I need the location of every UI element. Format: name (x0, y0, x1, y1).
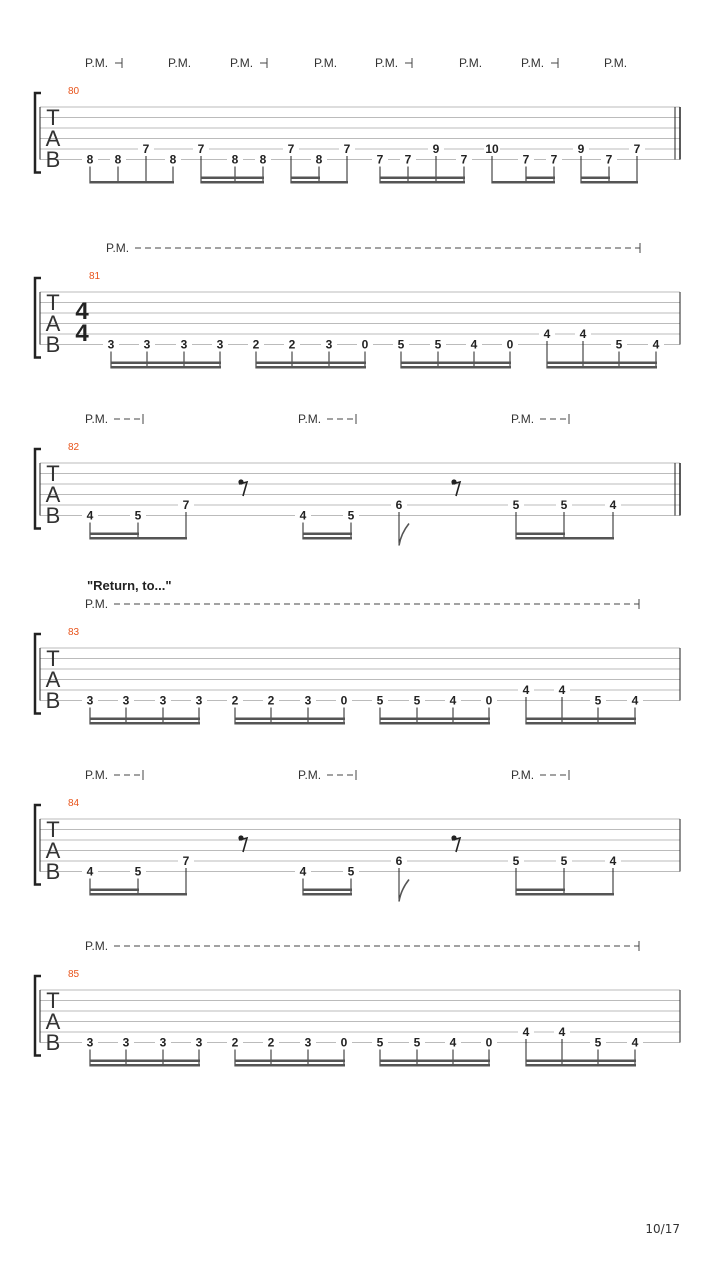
tab-clef-letter: B (45, 688, 61, 713)
fret-number: 9 (432, 142, 440, 156)
palm-mute-label: P.M. (85, 412, 109, 426)
fret-number: 9 (577, 142, 585, 156)
fret-number: 7 (287, 142, 295, 156)
tab-system (35, 939, 680, 1067)
tab-clef-letter: B (45, 503, 61, 528)
fret-number: 4 (449, 693, 457, 708)
fret-number: 2 (267, 693, 275, 708)
fret-number: 7 (182, 498, 190, 512)
fret-number: 4 (86, 864, 94, 879)
beam (201, 181, 264, 184)
fret-number: 4 (609, 854, 617, 868)
beam (401, 366, 511, 369)
tab-system (35, 578, 680, 725)
beam (547, 366, 657, 369)
fret-number: 10 (485, 142, 499, 156)
beam-secondary (235, 177, 264, 180)
tab-clef-letter: A (45, 838, 61, 863)
tab-system (35, 56, 680, 184)
fret-number: 7 (376, 152, 384, 167)
beam-secondary (516, 889, 565, 892)
palm-mute-label: P.M. (85, 768, 109, 782)
palm-mute-label: P.M. (511, 768, 535, 782)
palm-mute-label: P.M. (106, 241, 130, 255)
beam-secondary (90, 718, 200, 721)
time-signature-digit: 4 (75, 320, 89, 347)
fret-number: 4 (299, 864, 307, 879)
fret-number: 3 (86, 1035, 94, 1050)
beam (90, 181, 174, 184)
beam (526, 722, 636, 725)
fret-number: 3 (195, 693, 203, 708)
beam-secondary (235, 1060, 345, 1063)
fret-number: 3 (304, 693, 312, 708)
note-flag (399, 880, 409, 902)
beam (380, 181, 465, 184)
fret-number: 4 (631, 693, 639, 708)
tab-clef-letter: T (46, 988, 60, 1013)
beam-secondary (547, 362, 657, 365)
fret-number: 5 (560, 854, 568, 868)
fret-number: 7 (182, 854, 190, 868)
fret-number: 3 (86, 693, 94, 708)
fret-number: 4 (609, 498, 617, 512)
fret-number: 2 (252, 337, 260, 352)
fret-number: 8 (114, 152, 122, 167)
measure-number: 84 (68, 798, 80, 809)
tab-clef-letter: B (45, 859, 61, 884)
beam-secondary (516, 533, 565, 536)
fret-number: 5 (376, 1035, 384, 1050)
palm-mute-label: P.M. (85, 939, 109, 953)
tab-clef-letter: A (45, 667, 61, 692)
measure-number: 80 (68, 86, 80, 97)
fret-number: 2 (288, 337, 296, 352)
measure-number: 82 (68, 442, 80, 453)
fret-number: 0 (485, 1035, 493, 1050)
beam-secondary (526, 1060, 636, 1063)
fret-number: 7 (605, 152, 613, 167)
fret-number: 5 (397, 337, 405, 352)
beam-secondary (303, 533, 352, 536)
fret-number: 5 (434, 337, 442, 352)
beam-secondary (380, 718, 490, 721)
beam (256, 366, 366, 369)
fret-number: 4 (631, 1035, 639, 1050)
fret-number: 5 (347, 508, 355, 523)
fret-number: 4 (652, 337, 660, 352)
beam (516, 893, 614, 896)
fret-number: 4 (579, 327, 587, 341)
fret-number: 7 (460, 152, 468, 167)
palm-mute-label: P.M. (298, 768, 322, 782)
tab-system (35, 412, 680, 546)
fret-number: 6 (395, 498, 403, 512)
beam (235, 1064, 345, 1067)
beam (526, 1064, 636, 1067)
fret-number: 2 (267, 1035, 275, 1050)
beam-secondary (235, 718, 345, 721)
fret-number: 3 (195, 1035, 203, 1050)
tab-system (35, 768, 680, 902)
note-flag (399, 524, 409, 546)
tab-clef-letter: A (45, 482, 61, 507)
fret-number: 5 (512, 854, 520, 868)
beam (291, 181, 348, 184)
fret-number: 7 (343, 142, 351, 156)
fret-number: 2 (231, 1035, 239, 1050)
beam-secondary (380, 177, 465, 180)
fret-number: 7 (522, 152, 530, 167)
beam-secondary (256, 362, 366, 365)
fret-number: 4 (522, 683, 530, 697)
tab-system (35, 241, 680, 369)
beam (90, 537, 187, 540)
tab-clef-letter: T (46, 817, 60, 842)
fret-number: 3 (180, 337, 188, 352)
fret-number: 8 (315, 152, 323, 167)
fret-number: 8 (86, 152, 94, 167)
lyric-annotation: "Return, to..." (87, 578, 172, 593)
palm-mute-label: P.M. (314, 56, 338, 70)
tab-clef-letter: B (45, 147, 61, 172)
beam (90, 893, 187, 896)
fret-number: 3 (304, 1035, 312, 1050)
fret-number: 5 (347, 864, 355, 879)
beam (581, 181, 638, 184)
tab-clef-letter: T (46, 461, 60, 486)
fret-number: 3 (143, 337, 151, 352)
fret-number: 4 (449, 1035, 457, 1050)
palm-mute-label: P.M. (521, 56, 545, 70)
tab-clef-letter: T (46, 646, 60, 671)
fret-number: 7 (197, 142, 205, 156)
beam-secondary (111, 362, 221, 365)
beam-secondary (291, 177, 320, 180)
fret-number: 7 (550, 152, 558, 167)
measure-number: 83 (68, 627, 80, 638)
palm-mute-label: P.M. (168, 56, 192, 70)
fret-number: 0 (506, 337, 514, 352)
fret-number: 3 (107, 337, 115, 352)
fret-number: 8 (259, 152, 267, 167)
fret-number: 5 (560, 498, 568, 512)
fret-number: 5 (615, 337, 623, 352)
fret-number: 3 (159, 693, 167, 708)
tab-clef-letter: T (46, 105, 60, 130)
beam-secondary (201, 177, 236, 180)
beam (90, 1064, 200, 1067)
fret-number: 5 (134, 864, 142, 879)
beam (303, 537, 352, 540)
measure-number: 85 (68, 969, 80, 980)
fret-number: 7 (142, 142, 150, 156)
fret-number: 4 (299, 508, 307, 523)
fret-number: 2 (231, 693, 239, 708)
beam-secondary (90, 533, 139, 536)
palm-mute-label: P.M. (511, 412, 535, 426)
beam (111, 366, 221, 369)
palm-mute-label: P.M. (230, 56, 254, 70)
fret-number: 6 (395, 854, 403, 868)
beam-secondary (526, 718, 636, 721)
palm-mute-label: P.M. (85, 56, 109, 70)
beam-secondary (90, 1060, 200, 1063)
fret-number: 0 (340, 1035, 348, 1050)
beam (235, 722, 345, 725)
fret-number: 8 (231, 152, 239, 167)
fret-number: 4 (543, 327, 551, 341)
fret-number: 5 (134, 508, 142, 523)
fret-number: 0 (485, 693, 493, 708)
fret-number: 5 (594, 1035, 602, 1050)
beam (516, 537, 614, 540)
palm-mute-label: P.M. (375, 56, 399, 70)
time-signature-digit: 4 (75, 298, 89, 325)
beam (380, 722, 490, 725)
palm-mute-label: P.M. (298, 412, 322, 426)
tab-clef-letter: A (45, 126, 61, 151)
beam (380, 1064, 490, 1067)
fret-number: 3 (122, 1035, 130, 1050)
fret-number: 3 (122, 693, 130, 708)
fret-number: 4 (558, 1025, 566, 1039)
beam-secondary (303, 889, 352, 892)
beam-secondary (90, 889, 139, 892)
tab-clef-letter: A (45, 1009, 61, 1034)
fret-number: 0 (340, 693, 348, 708)
fret-number: 3 (325, 337, 333, 352)
fret-number: 3 (159, 1035, 167, 1050)
measure-number: 81 (89, 271, 101, 282)
fret-number: 4 (522, 1025, 530, 1039)
fret-number: 0 (361, 337, 369, 352)
fret-number: 5 (413, 1035, 421, 1050)
tab-clef-letter: T (46, 290, 60, 315)
beam (90, 722, 200, 725)
palm-mute-label: P.M. (604, 56, 628, 70)
beam (303, 893, 352, 896)
fret-number: 3 (216, 337, 224, 352)
fret-number: 5 (376, 693, 384, 708)
beam-secondary (526, 177, 555, 180)
fret-number: 4 (86, 508, 94, 523)
fret-number: 5 (512, 498, 520, 512)
beam-secondary (581, 177, 610, 180)
fret-number: 5 (594, 693, 602, 708)
fret-number: 4 (470, 337, 478, 352)
tab-clef-letter: B (45, 1030, 61, 1055)
tab-clef-letter: B (45, 332, 61, 357)
page-number: 10/17 (645, 1222, 680, 1236)
beam-secondary (380, 1060, 490, 1063)
palm-mute-label: P.M. (85, 597, 109, 611)
fret-number: 8 (169, 152, 177, 167)
fret-number: 7 (404, 152, 412, 167)
tab-clef-letter: A (45, 311, 61, 336)
beam (492, 181, 555, 184)
beam-secondary (401, 362, 511, 365)
fret-number: 5 (413, 693, 421, 708)
palm-mute-label: P.M. (459, 56, 483, 70)
fret-number: 7 (633, 142, 641, 156)
fret-number: 4 (558, 683, 566, 697)
